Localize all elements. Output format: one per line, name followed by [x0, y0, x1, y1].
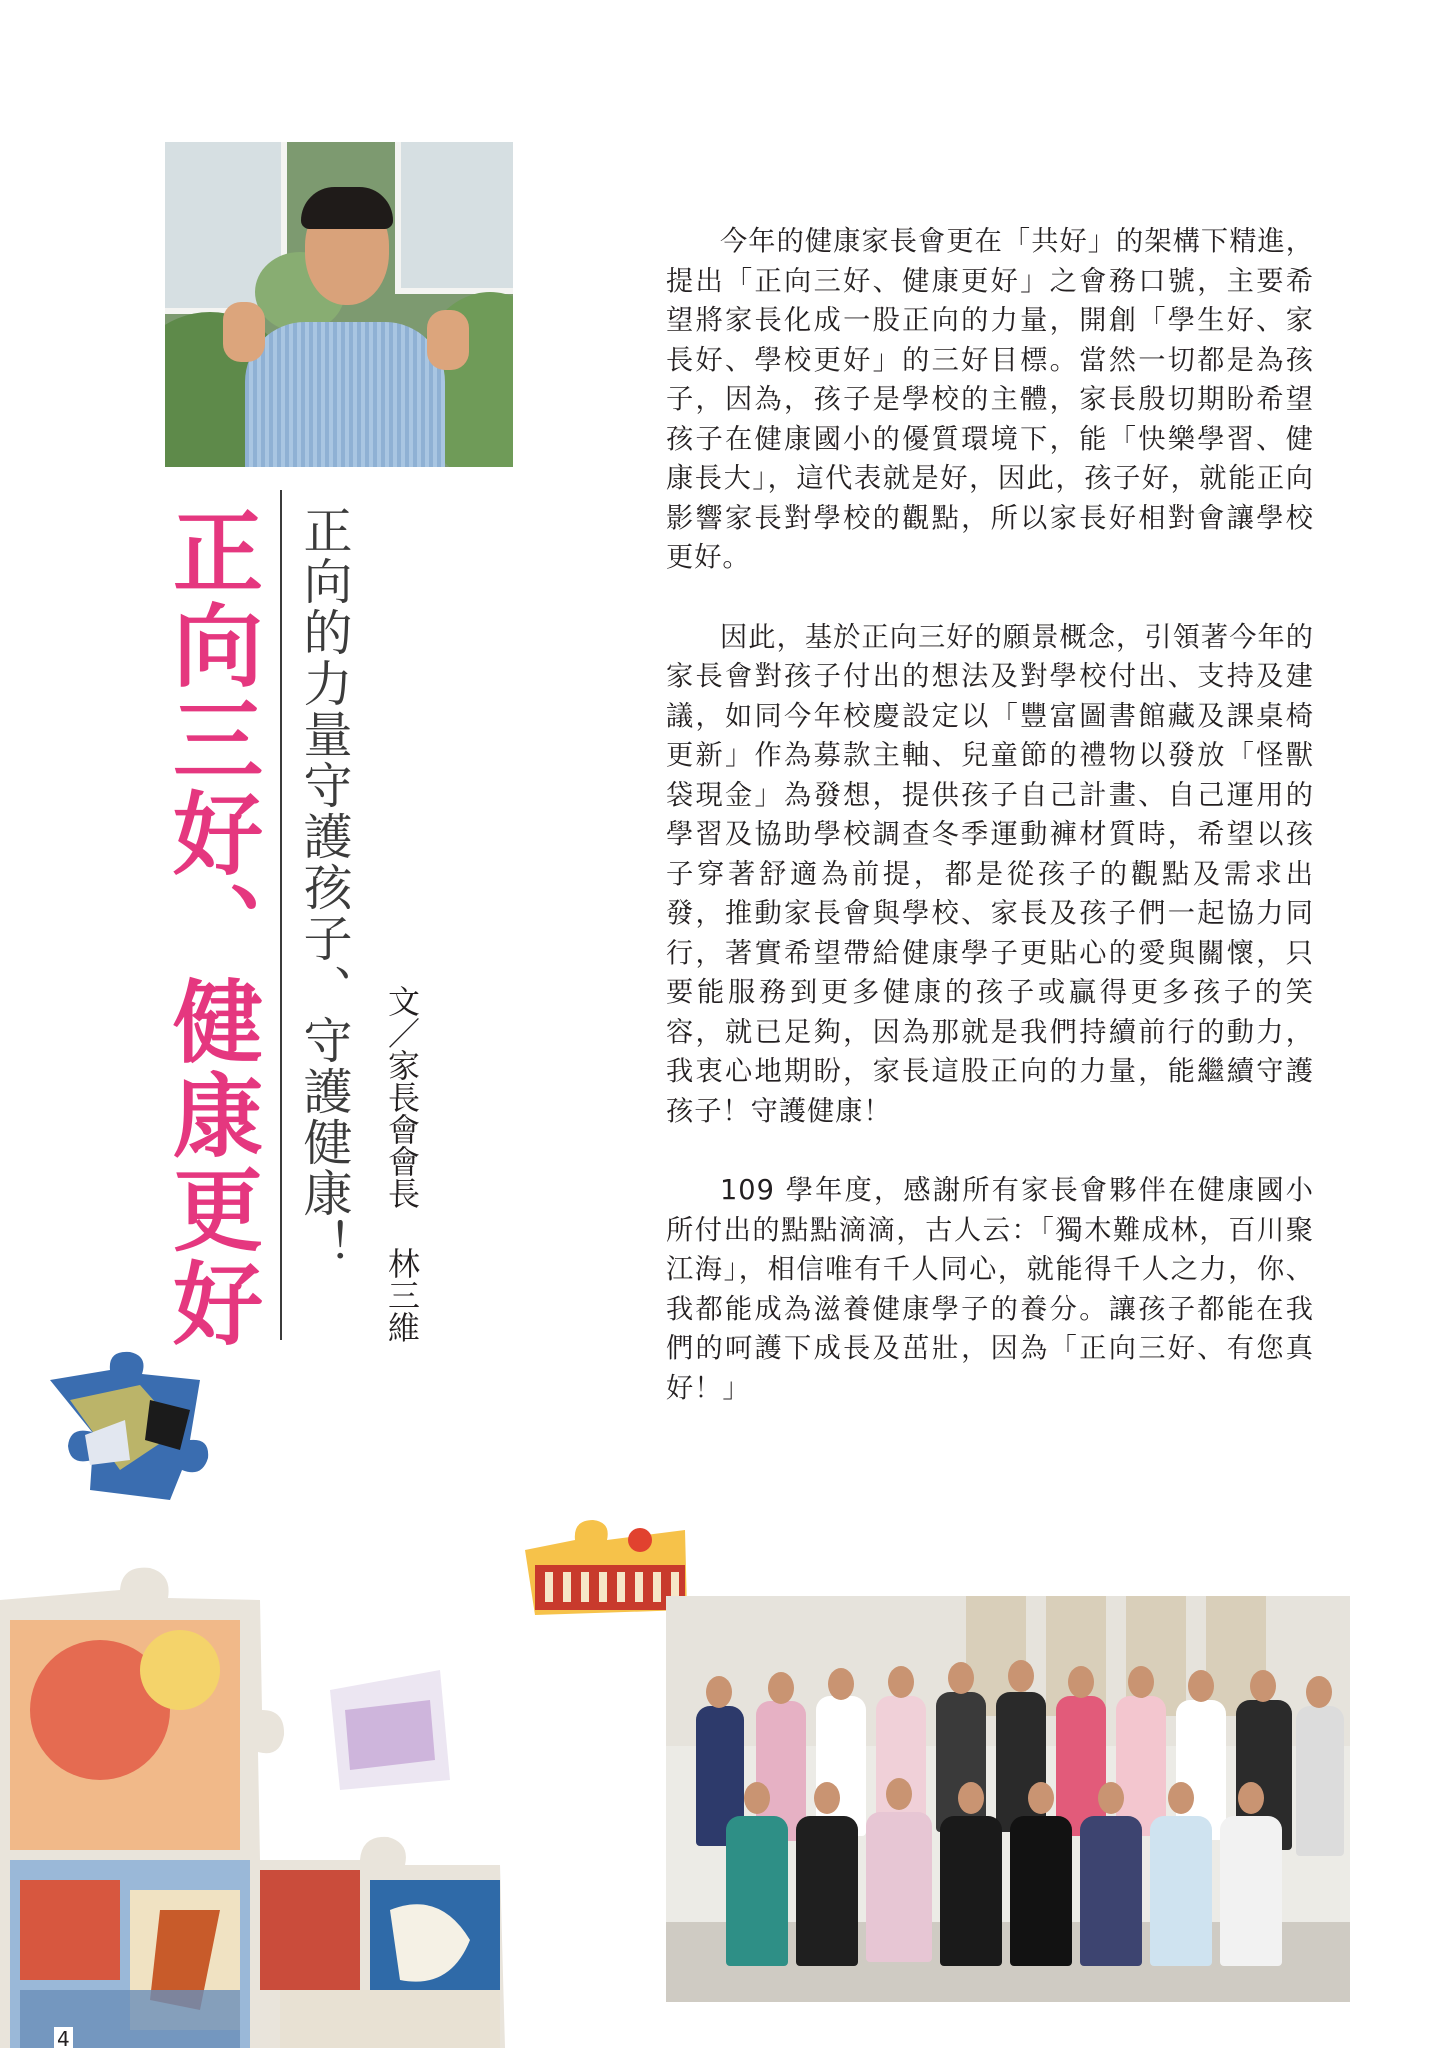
president-portrait-photo: [165, 142, 513, 467]
paragraph-2: 因此，基於正向三好的願景概念，引領著今年的家長會對孩子付出的想法及對學校付出、支持及建議，如同今年校慶設定以「豐富圖書館藏及課桌椅更新」作為募款主軸、兒童節的禮物以發放「怪獸袋現金」為發想，提供孩子自己計畫、自己運用的學習及協助學校調查冬季運動褲材質時，希望以孩子穿著舒適為前提，都是從孩子的觀點及需求出發，推動家長會與學校、家長及孩子們一起協力同行，著實希望帶給健康學子更貼心的愛與關懷，只要能服務到更多健康的孩子或贏得更多孩子的笑容，就已足夠，因為那就是我們持續前行的動力，我衷心地期盼，家長這股正向的力量，能繼續守護孩子！守護健康！: [666, 621, 1314, 1127]
paragraph-1: 今年的健康家長會更在「共好」的架構下精進，提出「正向三好、健康更好」之會務口號，主要希望將家長化成一股正向的力量，開創「學生好、家長好、學校更好」的三好目標。當然一切都是為孩子，因為，孩子是學校的主體，家長殷切期盼希望孩子在健康國小的優質環境下，能「快樂學習、健康長大」，這代表就是好，因此，孩子好，就能正向影響家長對學校的觀點，所以家長好相對會讓學校更好。: [666, 226, 1314, 573]
page-number: 4: [54, 2027, 73, 2051]
author-byline: 文／家長會會長 林三維: [383, 985, 421, 1343]
article-title: 正向三好、健康更好: [157, 505, 263, 1351]
article-subtitle: 正向的力量守護孩子、守護健康！: [296, 505, 353, 1270]
puzzle-piece-decoration-top: [30, 1340, 220, 1510]
title-divider: [280, 490, 282, 1340]
paragraph-3: 109 學年度，感謝所有家長會夥伴在健康國小所付出的點點滴滴，古人云：「獨木難成林，百川聚江海」，相信唯有千人同心，就能得千人之力，你、我都能成為滋養健康學子的養分。讓孩子都能在我們的呵護下成長及茁壯，因為「正向三好、有您真好！」: [666, 1175, 1314, 1404]
puzzle-collage-decoration: [0, 1560, 520, 2048]
parents-association-group-photo: [666, 1596, 1350, 2002]
article-body: [666, 222, 1314, 1448]
